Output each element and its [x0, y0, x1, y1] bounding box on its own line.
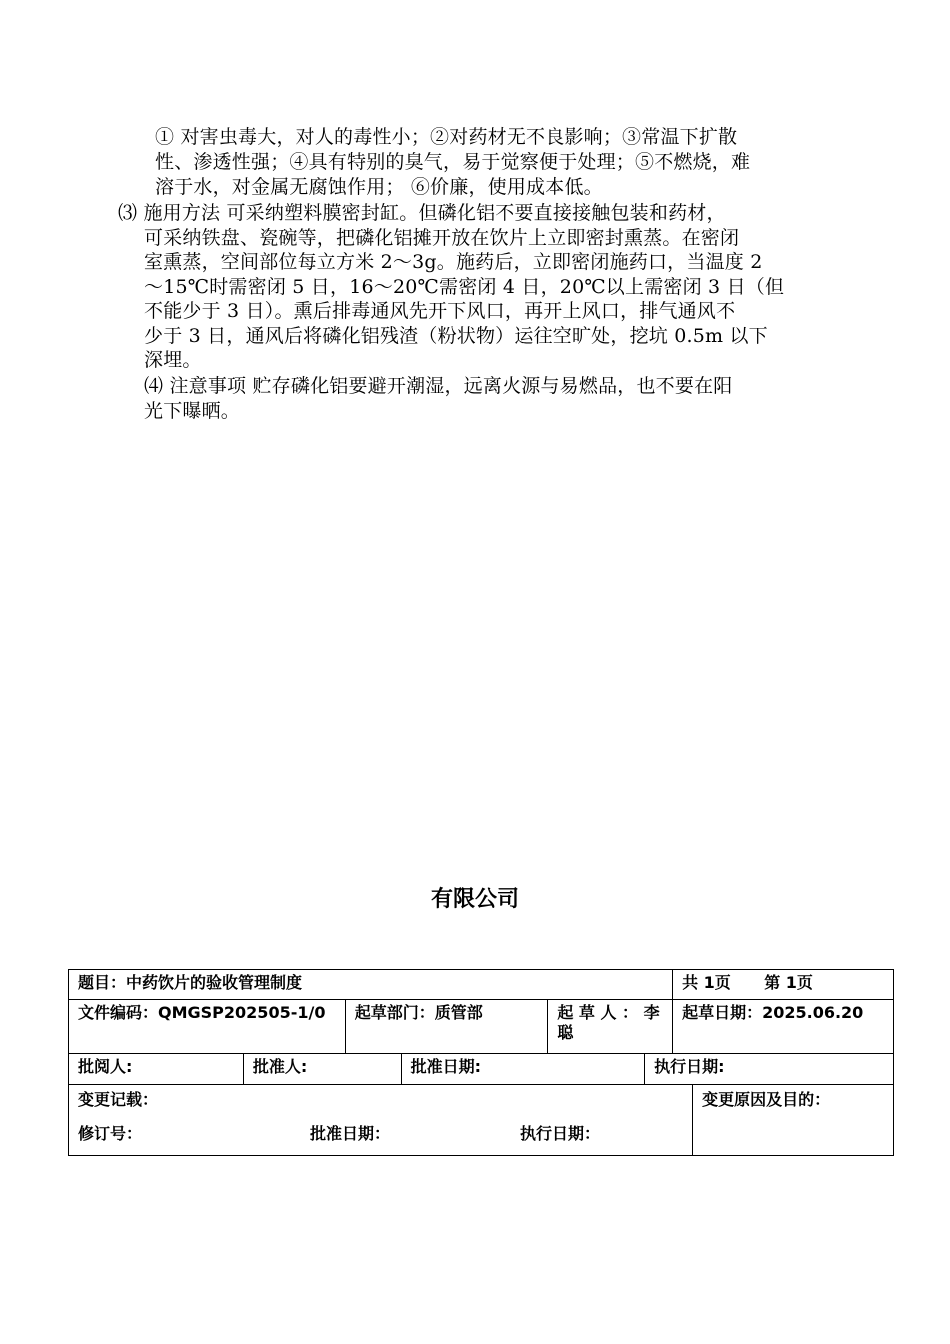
- draft-dept: 起草部门：质管部: [345, 1000, 548, 1054]
- body-line: ⑶ 施用方法 可采纳塑料膜密封缸。但磷化铝不要直接接触包装和药材，: [118, 202, 726, 224]
- doc-code: 文件编码：QMGSP202505-1/0: [69, 1000, 346, 1054]
- draft-date: 起草日期：2025.06.20: [673, 1000, 894, 1054]
- body-line: 可采纳铁盘、瓷碗等，把磷化铝摊开放在饮片上立即密封熏蒸。在密闭: [144, 227, 740, 249]
- body-line: 室熏蒸，空间部位每立方米 2～3g。施药后，立即密闭施药口，当温度 2: [144, 251, 763, 273]
- body-line: 少于 3 日，通风后将磷化铝残渣（粉状物）运往空旷处，挖坑 0.5m 以下: [144, 325, 768, 347]
- body-line: ① 对害虫毒大，对人的毒性小；②对药材无不良影响；③常温下扩散: [155, 126, 738, 148]
- body-line: ⑷ 注意事项 贮存磷化铝要避开潮湿，远离火源与易燃品，也不要在阳: [144, 375, 733, 397]
- revision-row: [78, 1124, 683, 1144]
- page-count: 共 1页 第 1页: [673, 970, 894, 1000]
- approver: 批准人:: [243, 1054, 401, 1085]
- body-line: 不能少于 3 日）。熏后排毒通风先开下风口，再开上风口，排气通风不: [144, 300, 736, 322]
- approve-date: 批准日期:: [401, 1054, 645, 1085]
- doc-title: 题目：中药饮片的验收管理制度: [69, 970, 673, 1000]
- body-line: 深埋。: [144, 349, 202, 371]
- document-control-table: [68, 969, 894, 1156]
- change-reason: 变更原因及目的：: [693, 1085, 894, 1156]
- revision-no: 修订号：: [78, 1124, 143, 1143]
- change-record-cell: [69, 1085, 693, 1156]
- company-name: 有限公司: [430, 887, 519, 912]
- body-line: 溶于水，对金属无腐蚀作用； ⑥价廉，使用成本低。: [155, 176, 603, 198]
- rev-approve-date: 批准日期：: [310, 1124, 391, 1143]
- exec-date: 执行日期:: [645, 1054, 894, 1085]
- body-line: 性、渗透性强；④具有特别的臭气，易于觉察便于处理；⑤不燃烧，难: [155, 151, 751, 173]
- body-line: ～15℃时需密闭 5 日，16～20℃需密闭 4 日，20℃以上需密闭 3 日（但: [144, 276, 785, 298]
- drafter: 起 草 人 ： 李聪: [548, 1000, 673, 1054]
- reviewer: 批阅人:: [69, 1054, 244, 1085]
- rev-exec-date: 执行日期：: [520, 1124, 601, 1143]
- body-line: 光下曝晒。: [144, 400, 241, 422]
- change-record: 变更记载：: [78, 1090, 159, 1109]
